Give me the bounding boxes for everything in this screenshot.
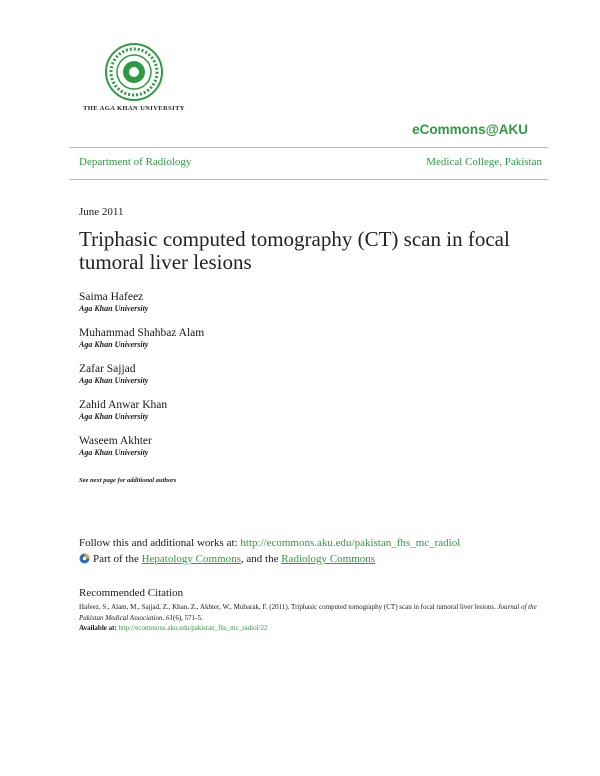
- additional-authors-note: See next page for additional authors: [79, 477, 177, 484]
- citation-journal: Journal of the Pakistan Medical Association, 61: [79, 603, 537, 622]
- author-name: Waseem Akhter: [79, 435, 152, 447]
- author-affiliation: Aga Khan University: [79, 340, 149, 349]
- author-name: Saima Hafeez: [79, 291, 144, 303]
- repository-link[interactable]: eCommons@AKU: [412, 122, 528, 137]
- part-of-prefix: Part of the: [93, 553, 142, 565]
- publication-date: June 2011: [79, 206, 124, 218]
- hepatology-commons-link[interactable]: Hepatology Commons: [141, 553, 241, 565]
- available-label: Available at:: [79, 624, 119, 632]
- citation-authors-title: Hafeez, S., Alam, M., Sajjad, Z., Khan, Z., Akhter, W., Mubarak, F. (2011). Triphasic computed tomography (CT) scan in focal tumoral liver lesions.: [79, 603, 498, 611]
- aku-emblem-icon: [104, 42, 164, 102]
- author-name: Zahid Anwar Khan: [79, 399, 168, 411]
- follow-text: Follow this and additional works at:: [79, 537, 241, 549]
- available-url-link[interactable]: http://ecommons.aku.edu/pakistan_fhs_mc_radiol/22: [118, 624, 268, 632]
- recommended-citation-heading: Recommended Citation: [79, 587, 184, 599]
- department-link[interactable]: Department of Radiology: [79, 156, 192, 168]
- collection-link[interactable]: http://ecommons.aku.edu/pakistan_fhs_mc_radiol: [240, 537, 461, 549]
- author-affiliation: Aga Khan University: [79, 412, 149, 421]
- part-of-line: [79, 553, 375, 567]
- part-of-middle: , and the: [240, 553, 282, 565]
- article-title: Triphasic computed tomography (CT) scan in focal tumoral liver lesions: [79, 227, 510, 274]
- citation-issue: (6), 571-5.: [172, 613, 203, 622]
- university-logo: [78, 42, 190, 138]
- follow-line: [79, 537, 460, 549]
- author-name: Zafar Sajjad: [79, 363, 136, 375]
- author-item: [79, 398, 204, 422]
- author-item: [79, 362, 204, 386]
- college-link[interactable]: Medical College, Pakistan: [426, 156, 542, 168]
- author-item: [79, 290, 204, 314]
- header-divider-top: [70, 147, 548, 148]
- header-divider-bottom: [70, 179, 548, 180]
- author-item: [79, 326, 204, 350]
- citation-text: [79, 602, 539, 634]
- commons-network-icon: [79, 553, 90, 567]
- author-affiliation: Aga Khan University: [79, 304, 149, 313]
- author-affiliation: Aga Khan University: [79, 376, 149, 385]
- radiology-commons-link[interactable]: Radiology Commons: [281, 553, 376, 565]
- author-list: [79, 290, 204, 470]
- author-item: [79, 434, 204, 458]
- author-affiliation: Aga Khan University: [79, 448, 149, 457]
- university-name: THE AGA KHAN UNIVERSITY: [83, 105, 185, 112]
- author-name: Muhammad Shahbaz Alam: [79, 327, 205, 339]
